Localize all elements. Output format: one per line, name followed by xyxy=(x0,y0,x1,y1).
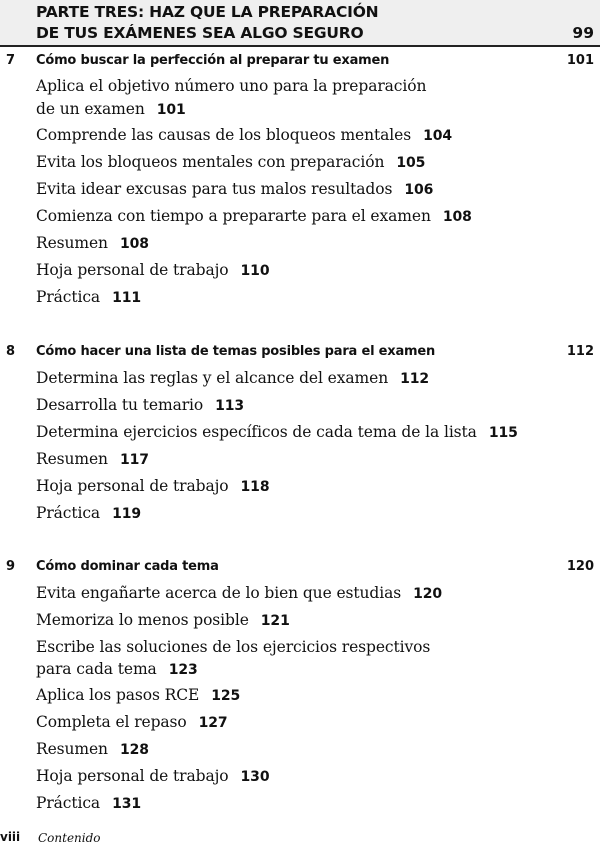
toc-entry-page: 108 xyxy=(442,209,472,225)
toc-entry xyxy=(36,423,518,441)
toc-entry xyxy=(36,767,269,785)
toc-entry-page: 106 xyxy=(404,182,434,198)
toc-entry-page: 128 xyxy=(119,742,149,758)
chapter-page-number: 120 xyxy=(566,559,594,574)
toc-entry xyxy=(36,504,141,522)
toc-entry-text: Evita idear excusas para tus malos resultados xyxy=(36,180,393,198)
toc-entry xyxy=(36,794,141,812)
toc-entry xyxy=(36,686,240,704)
toc-entry-text: Resumen xyxy=(36,234,108,252)
toc-entry-page: 127 xyxy=(198,715,228,731)
toc-entry xyxy=(36,288,141,306)
toc-entry-text: Evita engañarte acerca de lo bien que estudias xyxy=(36,584,402,602)
chapter-title: Cómo dominar cada tema xyxy=(36,559,219,574)
toc-entry-text: Hoja personal de trabajo xyxy=(36,767,229,785)
toc-entry-text: Comprende las causas de los bloqueos mentales xyxy=(36,126,412,144)
toc-entry xyxy=(36,153,425,171)
toc-entry-text: Práctica xyxy=(36,288,101,306)
toc-entry xyxy=(36,660,198,678)
page-folio: viii xyxy=(0,830,21,844)
toc-entry xyxy=(36,126,452,144)
toc-entry-page: 101 xyxy=(156,102,186,118)
toc-entry xyxy=(36,638,430,656)
toc-entry xyxy=(36,234,149,252)
toc-entry-page: 118 xyxy=(240,479,270,495)
part-title-line-2: DE TUS EXÁMENES SEA ALGO SEGURO xyxy=(36,24,364,42)
toc-entry xyxy=(36,584,442,602)
toc-entry-text: Desarrolla tu temario xyxy=(36,396,204,414)
toc-entry xyxy=(36,180,433,198)
toc-entry-text: Completa el repaso xyxy=(36,713,187,731)
toc-entry-page: 131 xyxy=(112,796,142,812)
toc-entry xyxy=(36,261,269,279)
toc-entry-page: 108 xyxy=(119,236,149,252)
toc-entry xyxy=(36,713,228,731)
chapter-page-number: 112 xyxy=(566,344,594,359)
toc-entry-text: Resumen xyxy=(36,450,108,468)
toc-entry xyxy=(36,207,472,225)
running-footer-label: Contenido xyxy=(38,831,101,845)
toc-entry-page: 115 xyxy=(488,425,518,441)
toc-entry-text: Evita los bloqueos mentales con preparación xyxy=(36,153,385,171)
toc-entry-page: 110 xyxy=(240,263,270,279)
toc-entry-text: Aplica el objetivo número uno para la preparación xyxy=(36,77,427,95)
toc-entry-text: Memoriza lo menos posible xyxy=(36,611,249,629)
toc-entry-page: 123 xyxy=(168,662,198,678)
toc-entry-page: 117 xyxy=(119,452,149,468)
toc-entry-text: Determina las reglas y el alcance del examen xyxy=(36,369,389,387)
toc-entry-text: Resumen xyxy=(36,740,108,758)
toc-entry-text: Escribe las soluciones de los ejercicios respectivos xyxy=(36,638,431,656)
chapter-number: 8 xyxy=(6,344,16,359)
part-divider-rule xyxy=(0,45,600,47)
toc-entry-page: 125 xyxy=(211,688,241,704)
chapter-number: 9 xyxy=(6,559,16,574)
toc-entry xyxy=(36,611,290,629)
toc-entry-page: 104 xyxy=(423,128,452,144)
toc-entry xyxy=(36,100,186,118)
toc-entry-page: 112 xyxy=(400,371,430,387)
toc-entry-text: Práctica xyxy=(36,794,101,812)
chapter-page-number: 101 xyxy=(566,53,594,68)
chapter-title: Cómo buscar la perfección al preparar tu examen xyxy=(36,53,390,68)
toc-entry-page: 120 xyxy=(413,586,443,602)
toc-entry-page: 130 xyxy=(240,769,270,785)
toc-entry-text: Hoja personal de trabajo xyxy=(36,261,229,279)
toc-entry-page: 111 xyxy=(112,290,142,306)
chapter-title: Cómo hacer una lista de temas posibles para el examen xyxy=(36,344,436,359)
toc-entry xyxy=(36,396,244,414)
toc-entry xyxy=(36,477,269,495)
toc-entry-text: Práctica xyxy=(36,504,101,522)
toc-entry-page: 121 xyxy=(260,613,290,629)
part-page-number: 99 xyxy=(572,24,594,42)
toc-entry-page: 105 xyxy=(396,155,426,171)
toc-entry-text: Comienza con tiempo a prepararte para el examen xyxy=(36,207,431,225)
toc-entry xyxy=(36,450,149,468)
toc-entry xyxy=(36,740,149,758)
toc-entry-text: para cada tema xyxy=(36,660,157,678)
toc-entry-text: Aplica los pasos RCE xyxy=(36,686,200,704)
toc-entry-text: Determina ejercicios específicos de cada tema de la lista xyxy=(36,423,477,441)
toc-entry-text: de un examen xyxy=(36,100,145,118)
part-title-line-1: PARTE TRES: HAZ QUE LA PREPARACIÓN xyxy=(36,3,379,21)
toc-entry-text: Hoja personal de trabajo xyxy=(36,477,229,495)
chapter-number: 7 xyxy=(6,53,16,68)
toc-entry xyxy=(36,369,429,387)
toc-entry-page: 113 xyxy=(215,398,245,414)
toc-entry-page: 119 xyxy=(112,506,142,522)
toc-entry xyxy=(36,77,426,95)
